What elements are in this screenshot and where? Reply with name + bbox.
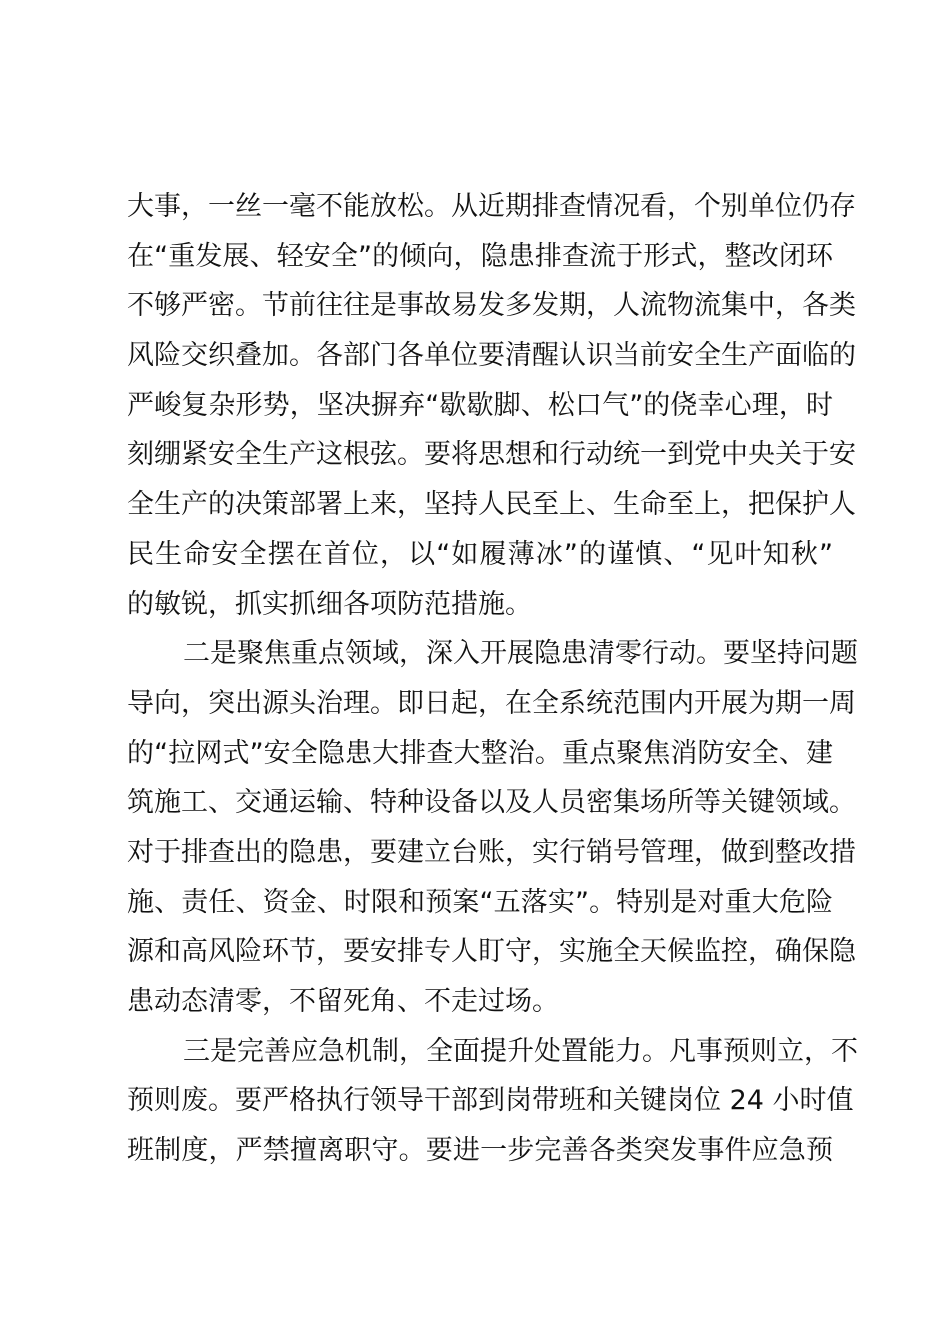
document-body (127, 182, 858, 1176)
paragraph-start-line: 二是聚焦重点领域，深入开展隐患清零行动。要坚持问题 (183, 638, 858, 670)
text-line: 严峻复杂形势，坚决摒弃“歇歇脚、松口气”的侥幸心理，时 (127, 389, 833, 421)
text-line: 大事，一丝一毫不能放松。从近期排查情况看，个别单位仍存 (127, 191, 856, 222)
text-line: 不够严密。节前往往是事故易发多发期，人流物流集中，各类 (127, 290, 856, 322)
text-line: 风险交织叠加。各部门各单位要清醒认识当前安全生产面临的 (127, 340, 856, 372)
paragraph-start-line: 三是完善应急机制，全面提升处置能力。凡事预则立，不 (183, 1035, 858, 1067)
paragraph-end-line: 的敏锐，抓实抓细各项防范措施。 (127, 588, 532, 620)
paragraph-end-line: 患动态清零，不留死角、不走过场。 (127, 986, 559, 1017)
text-line: 对于排查出的隐患，要建立台账，实行销号管理，做到整改措 (127, 836, 856, 868)
text-line: 全生产的决策部署上来，坚持人民至上、生命至上，把保护人 (127, 489, 856, 521)
text-line: 在“重发展、轻安全”的倾向，隐患排查流于形式，整改闭环 (127, 240, 833, 272)
text-line: 民生命安全摆在首位，以“如履薄冰”的谨慎、“见叶知秋” (127, 538, 833, 570)
text-line: 源和高风险环节，要安排专人盯守，实施全天候监控，确保隐 (127, 936, 856, 968)
text-line: 导向，突出源头治理。即日起，在全系统范围内开展为期一周 (127, 687, 856, 719)
text-line: 筑施工、交通运输、特种设备以及人员密集场所等关键领域。 (127, 787, 856, 819)
text-line: 施、责任、资金、时限和预案“五落实”。特别是对重大危险 (127, 886, 833, 918)
text-line: 预则废。要严格执行领导干部到岗带班和关键岗位 24 小时值 (127, 1085, 854, 1117)
text-line: 刻绷紧安全生产这根弦。要将思想和行动统一到党中央关于安 (127, 439, 856, 471)
text-line: 班制度，严禁擅离职守。要进一步完善各类突发事件应急预 (127, 1135, 833, 1167)
text-line: 的“拉网式”安全隐患大排查大整治。重点聚焦消防安全、建 (127, 737, 833, 769)
